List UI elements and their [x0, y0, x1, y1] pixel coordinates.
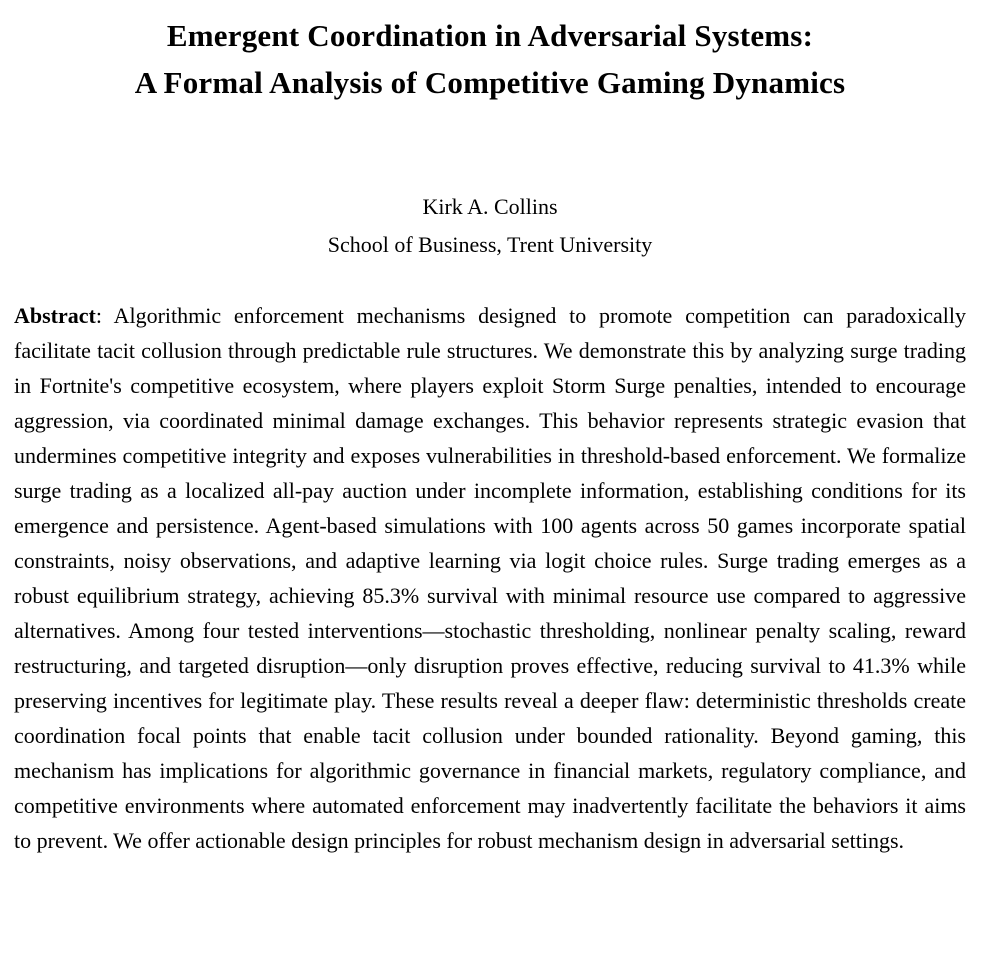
abstract-paragraph — [14, 298, 966, 858]
author-name: Kirk A. Collins — [422, 194, 558, 219]
author-block — [14, 188, 966, 264]
abstract-text: Algorithmic enforcement mechanisms designed to promote competition can paradoxically facilitate tacit collusion through predictable rule structures. We demonstrate this by analyzing surge trading in Fortnite's competitive ecosystem, where players exploit Storm Surge penalties, intended to encourage aggression, via coordinated minimal damage exchanges. This behavior represents strategic evasion that undermines competitive integrity and exposes vulnerabilities in threshold-based enforcement. We formalize surge trading as a localized all-pay auction under incomplete information, establishing conditions for its emergence and persistence. Agent-based simulations with 100 agents across 50 games incorporate spatial constraints, noisy observations, and adaptive learning via logit choice rules. Surge trading emerges as a robust equilibrium strategy, achieving 85.3% survival with minimal resource use compared to aggressive alternatives. Among four tested interventions—stochastic thresholding, nonlinear penalty scaling, reward restructuring, and targeted disruption—only disruption proves effective, reducing survival to 41.3% while preserving incentives for legitimate play. These results reveal a deeper flaw: deterministic thresholds create coordination focal points that enable tacit collusion under bounded rationality. Beyond gaming, this mechanism has implications for algorithmic governance in financial markets, regulatory compliance, and competitive environments where automated enforcement may inadvertently facilitate the behaviors it aims to prevent. We offer actionable design principles for robust mechanism design in adversarial settings. — [14, 303, 967, 853]
paper-title-line2: A Formal Analysis of Competitive Gaming Dynamics — [134, 65, 846, 100]
author-affiliation: School of Business, Trent University — [327, 232, 653, 257]
paper-title-line1: Emergent Coordination in Adversarial Systems: — [166, 18, 814, 53]
abstract-separator: : — [95, 303, 114, 328]
paper-title — [14, 12, 966, 106]
abstract-label: Abstract — [14, 303, 96, 328]
